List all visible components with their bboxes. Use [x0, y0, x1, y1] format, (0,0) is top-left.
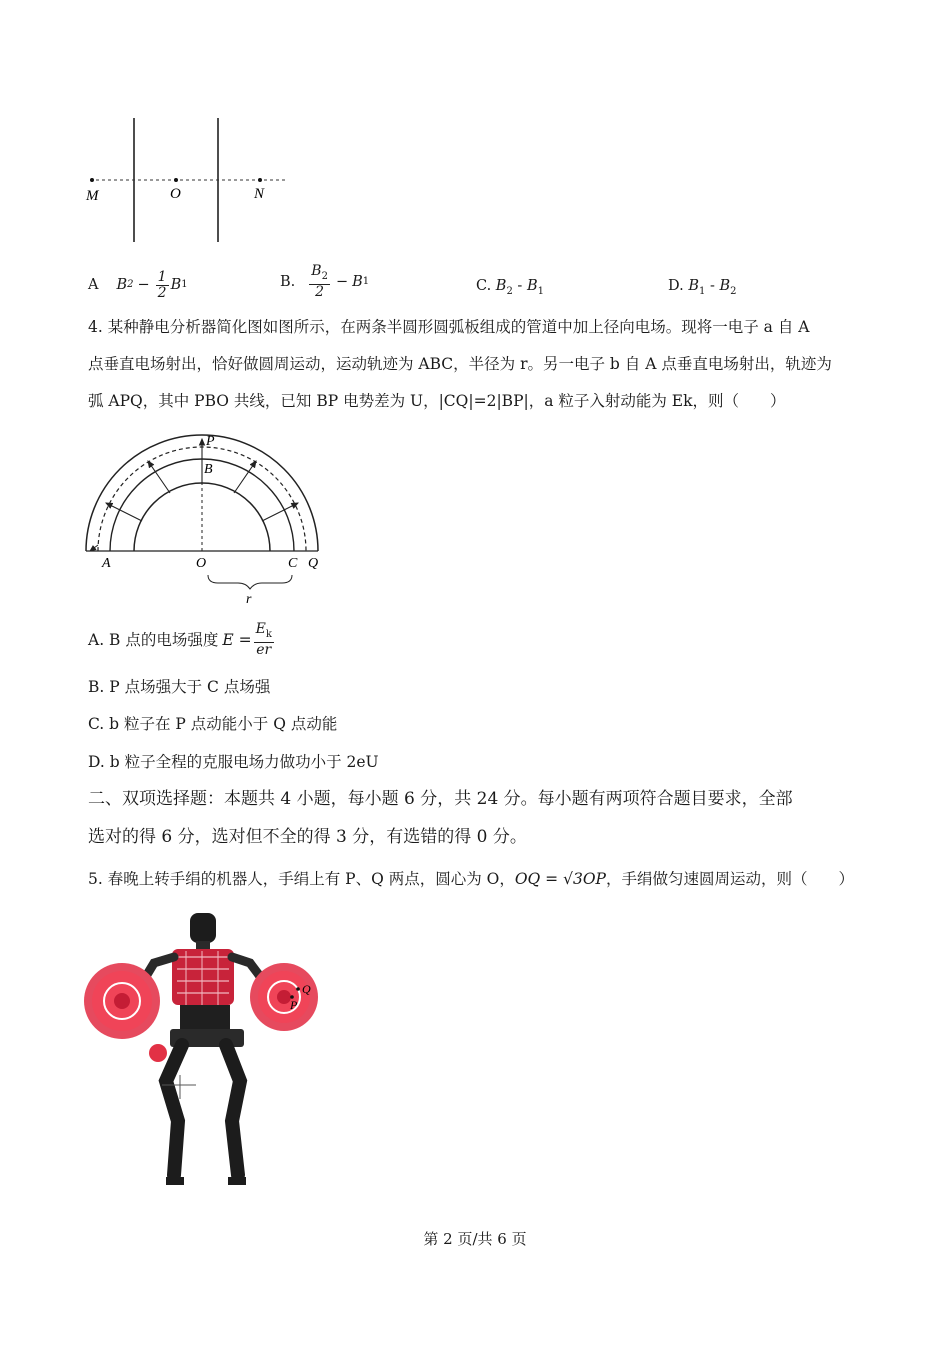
robot-leg-right — [226, 1045, 240, 1175]
figure-mn-plates — [80, 110, 300, 250]
q3-option-d[interactable] — [668, 276, 737, 302]
q3-option-b-letter: B. — [280, 274, 296, 290]
field-arrow-5 — [262, 503, 298, 521]
q4-option-d[interactable]: D. b 粒子全程的克服电场力做功小于 2eU — [88, 753, 379, 771]
label-p: P — [290, 998, 298, 1012]
q4-option-c[interactable]: C. b 粒子在 P 点动能小于 Q 点动能 — [88, 715, 338, 733]
q3-d-minus: - — [705, 278, 720, 294]
q3-option-b[interactable] — [280, 260, 369, 304]
q4-option-a-e: E = — [222, 631, 252, 649]
exit-arrow-left — [90, 545, 98, 551]
q3-a-b2-sub: 2 — [127, 279, 134, 290]
q5-formula: OQ = √3OP — [514, 870, 606, 888]
q4-option-b[interactable]: B. P 点场强大于 C 点场强 — [88, 678, 271, 696]
q3-a-minus: − — [137, 277, 150, 293]
q3-c-b1: B — [526, 278, 538, 294]
q3-d-b2-sub: 2 — [730, 285, 737, 297]
point-m — [90, 178, 94, 182]
q3-a-b1: B — [170, 277, 182, 293]
label-n: N — [254, 186, 265, 202]
q3-a-b2: B — [116, 277, 128, 293]
figure-electrostatic-analyzer — [78, 425, 338, 610]
radius-brace — [208, 575, 292, 589]
q5-text-after: ，手绢做匀速圆周运动，则（ ） — [605, 870, 854, 888]
q3-a-b1-sub: 1 — [181, 279, 188, 290]
q3-d-b1-sub: 1 — [698, 285, 706, 297]
q3-option-a-letter: A — [88, 277, 99, 293]
label-m: M — [86, 188, 99, 204]
q3-option-c-letter: C. — [476, 278, 492, 294]
label-c: C — [288, 556, 298, 571]
q5-text-before: 5. 春晚上转手绢的机器人，手绢上有 P、Q 两点，圆心为 O， — [88, 870, 515, 888]
label-q: Q — [302, 982, 311, 996]
point-q — [296, 987, 300, 991]
q3-b-minus: − — [335, 274, 349, 290]
q3-c-b2-sub: 2 — [506, 285, 513, 297]
q3-c-b2: B — [495, 278, 507, 294]
q4-option-a-fraction: $\frac{E_k}{er}$ — [255, 621, 272, 658]
q4-line-3: 弧 APQ，其中 PBO 共线，已知 BP 电势差为 U，|CQ|=2|BP|，a 粒子入射动能为 Ek，则（ ） — [88, 392, 786, 410]
q3-d-b2: B — [719, 278, 731, 294]
label-o: O — [196, 556, 207, 571]
handkerchief-right — [250, 963, 318, 1031]
label-a: A — [102, 556, 111, 571]
q3-b-b1: B — [352, 274, 363, 290]
section-2-line-1: 二、双项选择题：本题共 4 小题，每小题 6 分，共 24 分。每小题有两项符合题目要求，全部 — [88, 789, 793, 809]
figure-robot — [82, 905, 322, 1195]
q4-line-1: 4. 某种静电分析器简化图如图所示，在两条半圆形圆弧板组成的管道中加上径向电场。现将一电子 a 自 A — [88, 318, 810, 336]
q3-c-b1-sub: 1 — [537, 285, 544, 297]
point-o — [174, 178, 178, 182]
section-2-line-2: 选对的得 6 分，选对但不全的得 3 分，有选错的得 0 分。 — [88, 827, 527, 847]
q4-line-2: 点垂直电场射出，恰好做圆周运动，运动轨迹为 ABC，半径为 r。另一电子 b 自 A 点垂直电场射出，轨迹为 — [88, 355, 832, 373]
field-arrow-1 — [106, 503, 142, 521]
q3-option-d-letter: D. — [668, 278, 684, 294]
label-o: O — [170, 186, 181, 202]
q3-b-fraction: $\frac{B_2}{2}$ — [311, 263, 328, 300]
q5-stem — [88, 869, 854, 889]
robot-leg-left — [166, 1045, 182, 1175]
label-p: P — [206, 434, 215, 449]
q3-option-a[interactable] — [88, 268, 188, 302]
label-r: r — [246, 592, 252, 607]
q3-c-minus: - — [512, 278, 527, 294]
q3-option-c[interactable] — [476, 276, 544, 302]
q3-b-b1-sub: 1 — [362, 276, 370, 287]
inner-plate-arc — [134, 483, 270, 551]
label-q: Q — [308, 556, 319, 571]
label-b: B — [204, 462, 213, 477]
q3-d-b1: B — [688, 278, 699, 294]
q4-option-a-text: A. B 点的电场强度 — [88, 631, 219, 649]
q3-a-fraction: $\frac{1}{2}$ — [157, 268, 167, 301]
page-number: 第 2 页/共 6 页 — [423, 1230, 527, 1248]
handkerchief-left — [84, 963, 160, 1039]
robot-head — [190, 913, 216, 943]
q4-option-a[interactable] — [88, 620, 276, 660]
point-n — [258, 178, 262, 182]
